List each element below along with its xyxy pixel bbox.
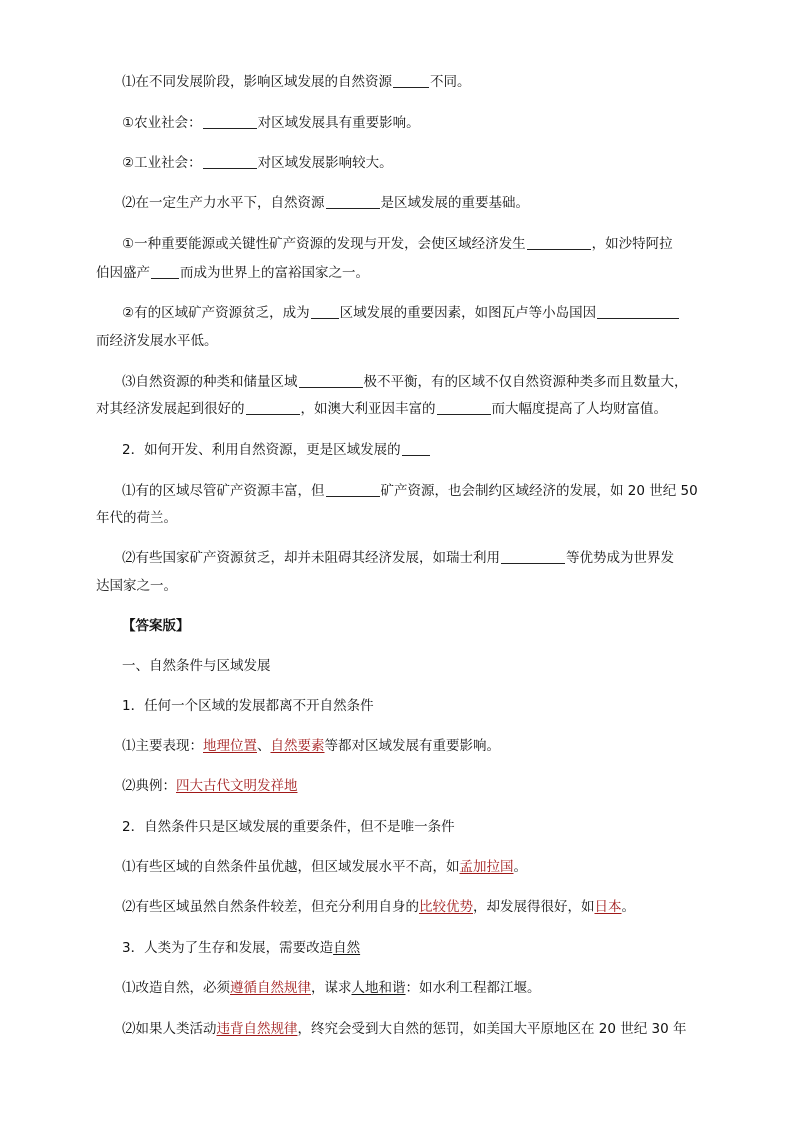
answer-blank[interactable] (597, 304, 679, 319)
text: 达国家之一。 (96, 578, 177, 594)
text: 矿产资源，也会制约区域经济的发展，如 20 世纪 50 (380, 483, 698, 499)
answer-item-1 (122, 696, 374, 716)
answer-version-header (122, 616, 190, 636)
answer-item-2 (122, 817, 455, 837)
text: 一、自然条件与区域发展 (122, 658, 271, 674)
answer-blank[interactable] (501, 549, 565, 564)
text: 极不平衡，有的区域不仅自然资源种类多而且数量大， (363, 374, 688, 390)
answer-blank[interactable] (326, 482, 380, 497)
text: 【答案版】 (122, 618, 190, 634)
text: 2．自然条件只是区域发展的重要条件，但不是唯一条件 (122, 819, 455, 835)
text: 3．人类为了生存和发展，需要改造 (122, 940, 334, 956)
text: 而成为世界上的富裕国家之一。 (180, 265, 369, 281)
text: 1．任何一个区域的发展都离不开自然条件 (122, 698, 374, 714)
answer-keyword: 四大古代文明发祥地 (176, 778, 298, 794)
question-line-9 (122, 481, 698, 501)
text: 不同。 (430, 74, 471, 90)
question-line-1 (122, 72, 471, 92)
answer-keyword: 自然 (333, 940, 361, 956)
answer-blank[interactable] (203, 154, 257, 169)
text: ：如水利工程都江堰。 (405, 980, 541, 996)
answer-keyword: 地理位置 (203, 738, 257, 754)
text: ⑵有些区域虽然自然条件较差，但充分利用自身的 (122, 899, 419, 915)
answer-item-1b (122, 776, 298, 796)
text: 年代的荷兰。 (96, 510, 177, 526)
answer-blank[interactable] (393, 73, 429, 88)
question-line-8 (122, 440, 431, 460)
answer-blank[interactable] (311, 304, 339, 319)
text: 区域发展的重要因素，如图瓦卢等小岛国因 (339, 305, 597, 321)
text: 、 (257, 738, 271, 754)
text: ⑴在不同发展阶段，影响区域发展的自然资源 (122, 74, 392, 90)
text: ⑵在一定生产力水平下，自然资源 (122, 195, 325, 211)
text: ①农业社会： (122, 115, 202, 131)
text: ①一种重要能源或关键性矿产资源的发现与开发，会使区域经济发生 (122, 236, 526, 252)
text: 等优势成为世界发 (566, 550, 674, 566)
answer-keyword: 违背自然规律 (216, 1021, 298, 1037)
answer-blank[interactable] (203, 114, 257, 129)
text: ⑴改造自然，必须 (122, 980, 230, 996)
text: 对其经济发展起到很好的 (96, 401, 245, 417)
answer-item-3a (122, 978, 541, 998)
text: ②有的区域矿产资源贫乏，成为 (122, 305, 310, 321)
text: ⑵如果人类活动 (122, 1021, 217, 1037)
text: ，终究会受到大自然的惩罚，如美国大平原地区在 20 世纪 30 年 (297, 1021, 687, 1037)
text: ⑵典例： (122, 778, 176, 794)
answer-item-1a (122, 736, 500, 756)
text: 而经济发展水平低。 (96, 333, 218, 349)
question-line-5b (96, 263, 369, 283)
text: ⑴有的区域尽管矿产资源丰富，但 (122, 483, 325, 499)
text: 而大幅度提高了人均财富值。 (491, 401, 667, 417)
text: 对区域发展具有重要影响。 (257, 115, 420, 131)
question-line-7 (122, 372, 688, 392)
text: 等都对区域发展有重要影响。 (324, 738, 500, 754)
text: ⑴主要表现： (122, 738, 203, 754)
answer-blank[interactable] (437, 400, 491, 415)
text: ，却发展得很好，如 (473, 899, 595, 915)
text: ，如沙特阿拉 (591, 236, 673, 252)
text: ⑵有些国家矿产资源贫乏，却并未阻碍其经济发展，如瑞士利用 (122, 550, 500, 566)
question-line-10 (122, 548, 674, 568)
text: 2．如何开发、利用自然资源，更是区域发展的 (122, 442, 401, 458)
answer-item-2a (122, 857, 527, 877)
answer-blank[interactable] (299, 373, 363, 388)
answer-keyword: 自然要素 (270, 738, 325, 754)
text: ②工业社会： (122, 155, 202, 171)
answer-item-3b (122, 1019, 687, 1039)
question-line-5 (122, 234, 673, 254)
text: ，谋求 (311, 980, 352, 996)
text: 伯因盛产 (96, 265, 150, 281)
section-heading (122, 656, 271, 676)
question-line-3 (122, 153, 393, 173)
question-line-6b (96, 331, 218, 351)
answer-keyword: 比较优势 (419, 899, 473, 915)
answer-blank[interactable] (527, 235, 591, 250)
question-line-9b (96, 508, 177, 528)
answer-blank[interactable] (246, 400, 300, 415)
question-line-6 (122, 303, 680, 323)
answer-blank[interactable] (151, 264, 179, 279)
text: ，如澳大利亚因丰富的 (300, 401, 436, 417)
question-line-2 (122, 113, 420, 133)
answer-keyword: 遵循自然规律 (230, 980, 311, 996)
answer-blank[interactable] (402, 441, 430, 456)
text: 对区域发展影响较大。 (257, 155, 393, 171)
text: 是区域发展的重要基础。 (380, 195, 529, 211)
answer-keyword: 人地和谐 (351, 980, 406, 996)
answer-keyword: 日本 (594, 899, 622, 915)
answer-keyword: 孟加拉国 (459, 859, 514, 875)
answer-item-2b (122, 897, 635, 917)
text: ⑶自然资源的种类和储量区域 (122, 374, 298, 390)
answer-item-3 (122, 938, 360, 958)
question-line-7b (96, 399, 667, 419)
text: 。 (513, 859, 527, 875)
text: 。 (621, 899, 635, 915)
text: ⑴有些区域的自然条件虽优越，但区域发展水平不高，如 (122, 859, 460, 875)
question-line-4 (122, 193, 529, 213)
question-line-10b (96, 576, 177, 596)
answer-blank[interactable] (326, 194, 380, 209)
